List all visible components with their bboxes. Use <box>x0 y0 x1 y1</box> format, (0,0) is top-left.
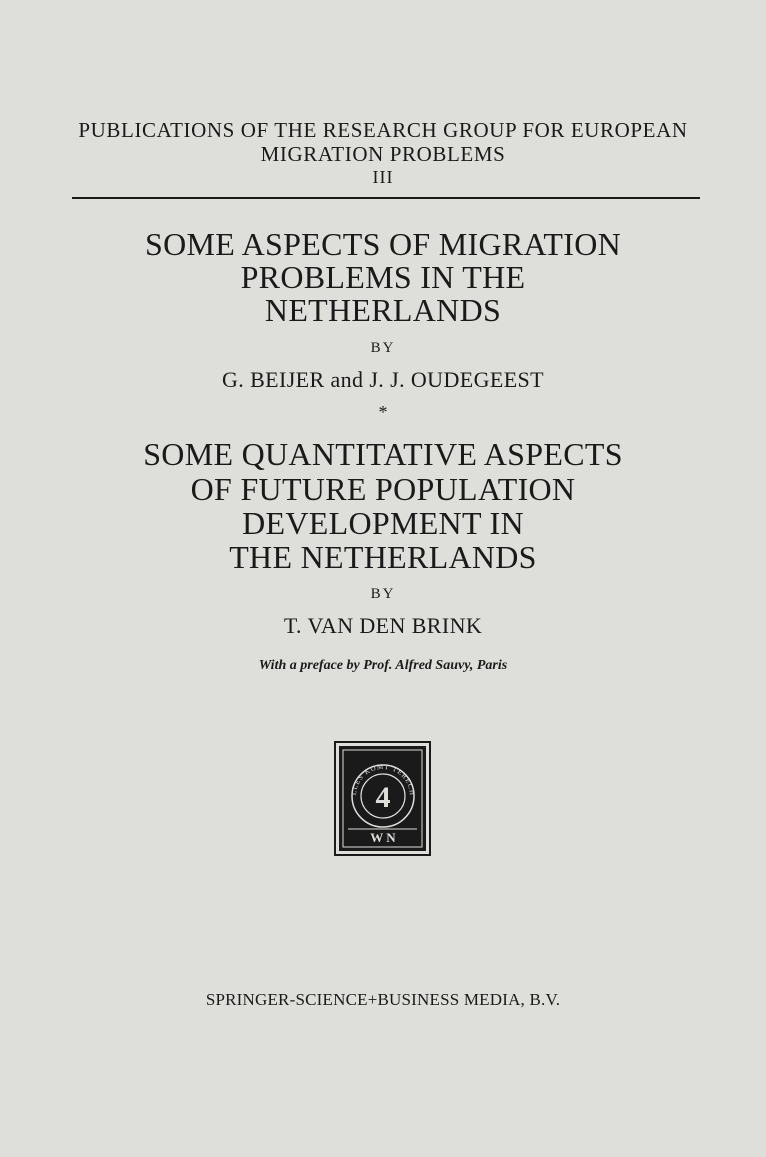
series-title-line-1: PUBLICATIONS OF THE RESEARCH GROUP FOR EUROPEAN <box>78 118 688 142</box>
svg-text:W N: W N <box>370 830 396 845</box>
part1-title-line-1: SOME ASPECTS OF MIGRATION <box>144 226 622 262</box>
publisher-logo <box>334 741 431 856</box>
part2-author: T. VAN DEN BRINK <box>283 613 483 638</box>
svg-text:4: 4 <box>375 781 391 814</box>
part2-title-line-3: DEVELOPMENT IN <box>242 505 524 541</box>
horizontal-rule <box>72 197 700 199</box>
series-number: III <box>372 167 394 187</box>
part1-by: BY <box>370 340 396 356</box>
part2-title-line-2: OF FUTURE POPULATION <box>190 471 576 507</box>
part2-title-line-4: THE NETHERLANDS <box>229 539 537 575</box>
separator-asterisk: * <box>378 402 388 422</box>
part2-by: BY <box>370 586 396 602</box>
series-title-line-2: MIGRATION PROBLEMS <box>260 142 506 166</box>
publisher-name: SPRINGER-SCIENCE+BUSINESS MEDIA, B.V. <box>205 990 561 1009</box>
preface-note: With a preface by Prof. Alfred Sauvy, Paris <box>258 658 508 673</box>
part2-title-line-1: SOME QUANTITATIVE ASPECTS <box>143 436 623 472</box>
svg-text:ALLES KOMT TERECHT: LLES KOMT TERECH <box>349 762 417 797</box>
part1-authors: G. BEIJER and J. J. OUDEGEEST <box>221 367 545 392</box>
part1-title-line-2: PROBLEMS IN THE <box>240 259 526 295</box>
part1-title-line-3: NETHERLANDS <box>264 292 502 328</box>
